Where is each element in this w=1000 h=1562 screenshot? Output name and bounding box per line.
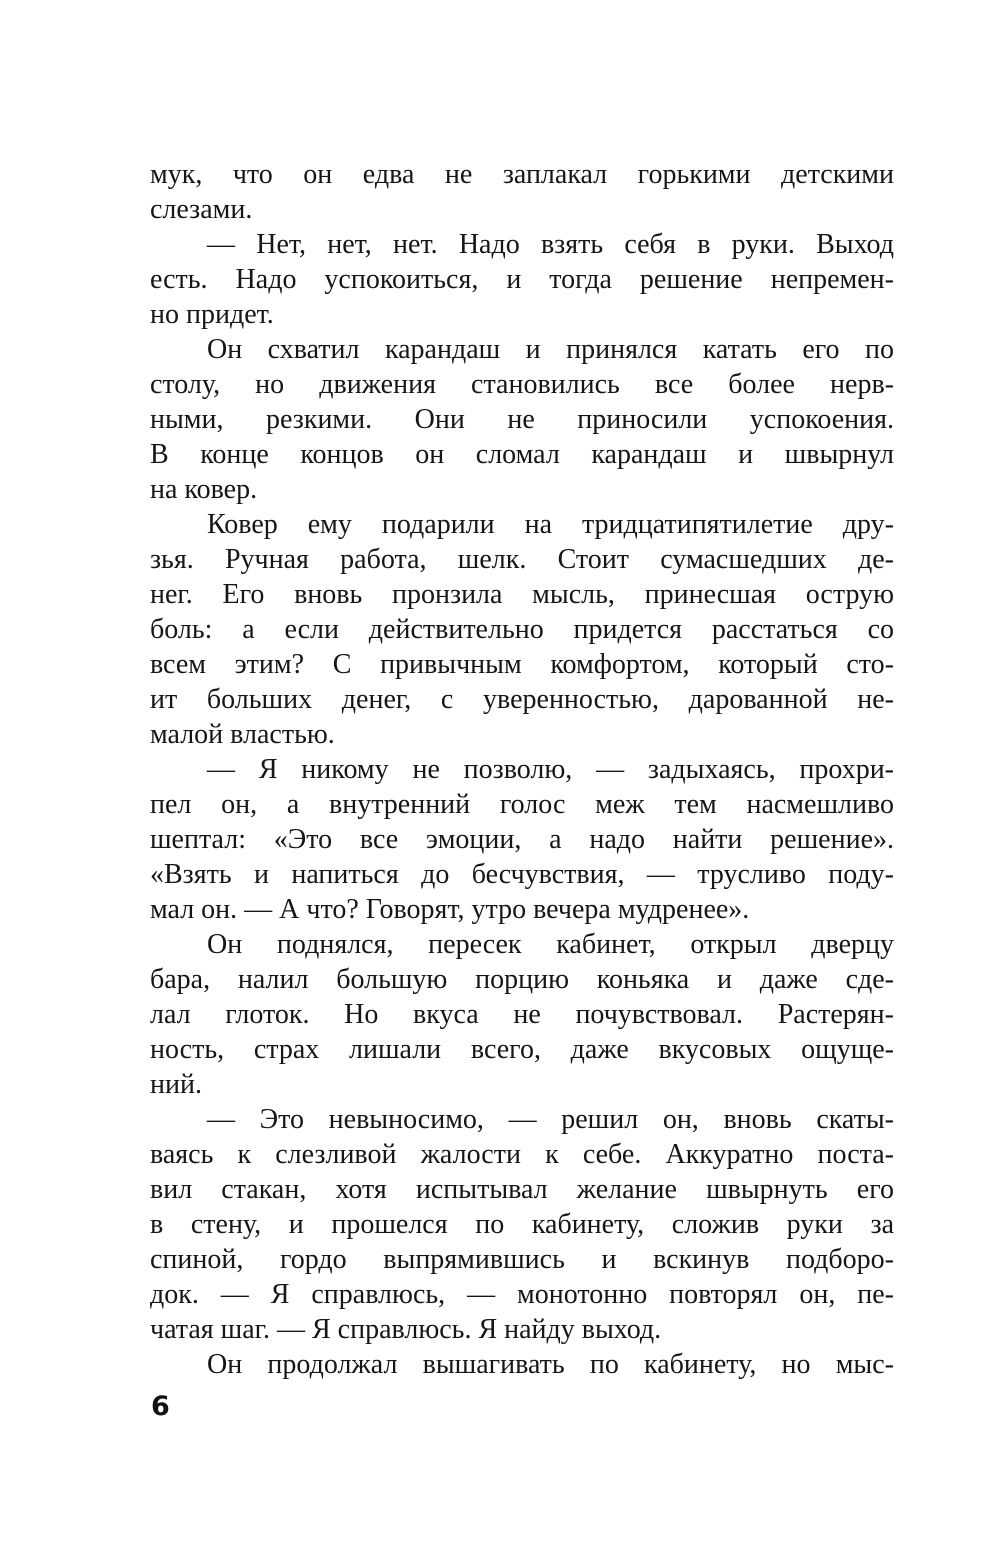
text-line: боль: а если действительно придется расстаться со xyxy=(150,614,894,645)
text-line: — Это невыносимо, — решил он, вновь скаты- xyxy=(207,1104,894,1135)
text-line: бара, налил большую порцию коньяка и даже сде- xyxy=(150,964,894,995)
text-line: шептал: «Это все эмоции, а надо найти решение». xyxy=(150,824,894,855)
text-line: спиной, гордо выпрямившись и вскинув подборо- xyxy=(150,1244,894,1275)
text-line: ваясь к слезливой жалости к себе. Аккуратно поста- xyxy=(150,1139,894,1170)
text-line: — Я никому не позволю, — задыхаясь, прохри- xyxy=(207,754,894,785)
text-line: вил стакан, хотя испытывал желание швырнуть его xyxy=(150,1174,894,1205)
text-line: пел он, а внутренний голос меж тем насмешливо xyxy=(150,789,894,820)
text-line: столу, но движения становились все более нерв- xyxy=(150,369,894,400)
text-line: Он поднялся, пересек кабинет, открыл дверцу xyxy=(207,929,894,960)
text-line: док. — Я справлюсь, — монотонно повторял он, пе- xyxy=(150,1279,894,1310)
text-line: ность, страх лишали всего, даже вкусовых ощуще- xyxy=(150,1034,894,1065)
text-line: «Взять и напиться до бесчувствия, — трусливо поду- xyxy=(150,859,894,890)
text-line: всем этим? С привычным комфортом, который сто- xyxy=(150,649,894,680)
text-line: ний. xyxy=(150,1069,202,1100)
text-line: есть. Надо успокоиться, и тогда решение непремен- xyxy=(150,264,894,295)
text-line: В конце концов он сломал карандаш и швырнул xyxy=(150,439,894,470)
text-line: нег. Его вновь пронзила мысль, принесшая острую xyxy=(150,579,894,610)
text-line: — Нет, нет, нет. Надо взять себя в руки. Выход xyxy=(207,229,894,260)
text-line: Ковер ему подарили на тридцатипятилетие дру- xyxy=(207,509,894,540)
text-line: мук, что он едва не заплакал горькими детскими xyxy=(150,159,894,190)
text-line: малой властью. xyxy=(150,719,335,750)
text-line: мал он. — А что? Говорят, утро вечера мудренее». xyxy=(150,894,750,925)
text-line: но придет. xyxy=(150,299,274,330)
text-line: лал глоток. Но вкуса не почувствовал. Растерян- xyxy=(150,999,894,1030)
page-text-block xyxy=(150,157,894,1382)
page-number: 6 xyxy=(151,1391,170,1422)
text-line: Он продолжал вышагивать по кабинету, но мыс- xyxy=(207,1349,894,1380)
text-line: на ковер. xyxy=(150,474,258,505)
text-line: чатая шаг. — Я справлюсь. Я найду выход. xyxy=(150,1314,662,1345)
text-line: Он схватил карандаш и принялся катать его по xyxy=(207,334,894,365)
text-line: ит больших денег, с уверенностью, дарованной не- xyxy=(150,684,894,715)
text-line: слезами. xyxy=(150,194,253,225)
text-line: ными, резкими. Они не приносили успокоения. xyxy=(150,404,894,435)
text-line: в стену, и прошелся по кабинету, сложив руки за xyxy=(150,1209,894,1240)
text-line: зья. Ручная работа, шелк. Стоит сумасшедших де- xyxy=(150,544,894,575)
